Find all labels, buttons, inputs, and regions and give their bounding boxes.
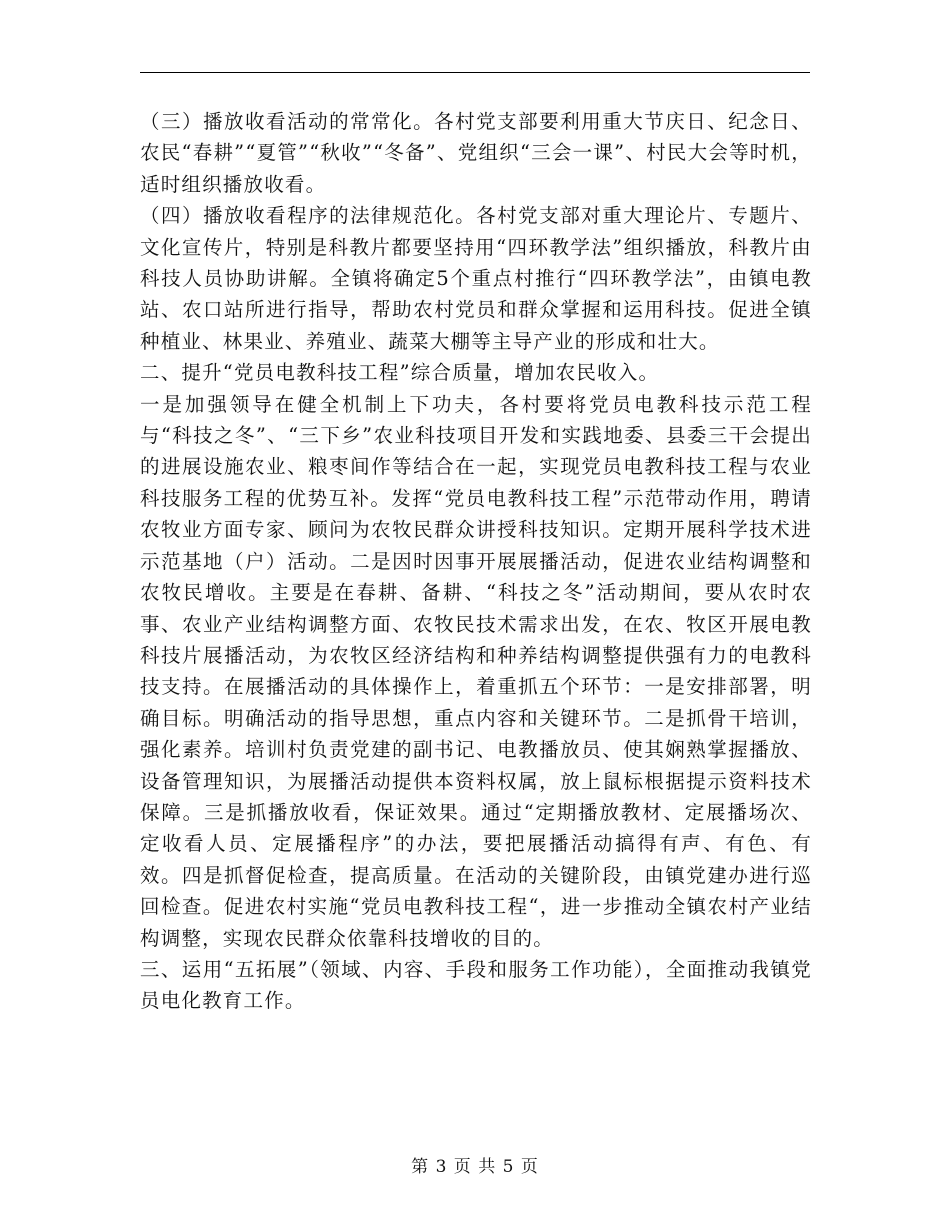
- paragraph-leadership-mechanism: 一是加强领导在健全机制上下功夫，各村要将党员电教科技示范工程与“科技之冬”、“三下乡”农业科技项目开发和实践地委、县委三干会提出的进展设施农业、粮枣间作等结合在一起，实现党员电教科技工程与农业科技服务工程的优势互补。发挥“党员电教科技工程”示范带动作用，聘请农牧业方面专家、顾问为农牧民群众讲授科技知识。定期开展科学技术进示范基地（户）活动。二是因时因事开展展播活动，促进农业结构调整和农牧民增收。主要是在春耕、备耕、“科技之冬”活动期间，要从农时农事、农业产业结构调整方面、农牧民技术需求出发，在农、牧区开展电教科技片展播活动，为农牧区经济结构和种养结构调整提供强有力的电教科技支持。在展播活动的具体操作上，着重抓五个环节：一是安排部署，明确目标。明确活动的指导思想，重点内容和关键环节。二是抓骨干培训，强化素养。培训村负责党建的副书记、电教播放员、使其娴熟掌握播放、设备管理知识，为展播活动提供本资料权属，放上鼠标根据提示资料技术保障。三是抓播放收看，保证效果。通过“定期播放教材、定展播场次、定收看人员、定展播程序”的办法，要把展播活动搞得有声、有色、有效。四是抓督促检查，提高质量。在活动的关键阶段，由镇党建办进行巡回检查。促进农村实施“党员电教科技工程“，进一步推动全镇农村产业结构调整，实现农民群众依靠科技增收的目的。: [140, 392, 812, 950]
- header-rule: [140, 72, 810, 73]
- body-text: [140, 106, 812, 1017]
- page-number-footer: 第 3 页 共 5 页: [411, 1157, 539, 1177]
- paragraph-broadcast-regularization: （三）播放收看活动的常常化。各村党支部要利用重大节庆日、纪念日、农民“春耕”“夏管”“秋收”“冬备”、党组织“三会一课”、村民大会等时机，适时组织播放收看。: [140, 110, 812, 196]
- paragraph-broadcast-procedure: （四）播放收看程序的法律规范化。各村党支部对重大理论片、专题片、文化宣传片，特别是科教片都要坚持用“四环教学法”组织播放，科教片由科技人员协助讲解。全镇将确定5个重点村推行“四环教学法”，由镇电教站、农口站所进行指导，帮助农村党员和群众掌握和运用科技。促进全镇种植业、林果业、养殖业、蔬菜大棚等主导产业的形成和壮大。: [140, 204, 812, 353]
- section-heading-two: 二、提升“党员电教科技工程”综合质量，增加农民收入。: [140, 361, 660, 385]
- section-heading-three: 三、运用“五拓展”（领域、内容、手段和服务工作功能），全面推动我镇党员电化教育工作。: [140, 957, 812, 1013]
